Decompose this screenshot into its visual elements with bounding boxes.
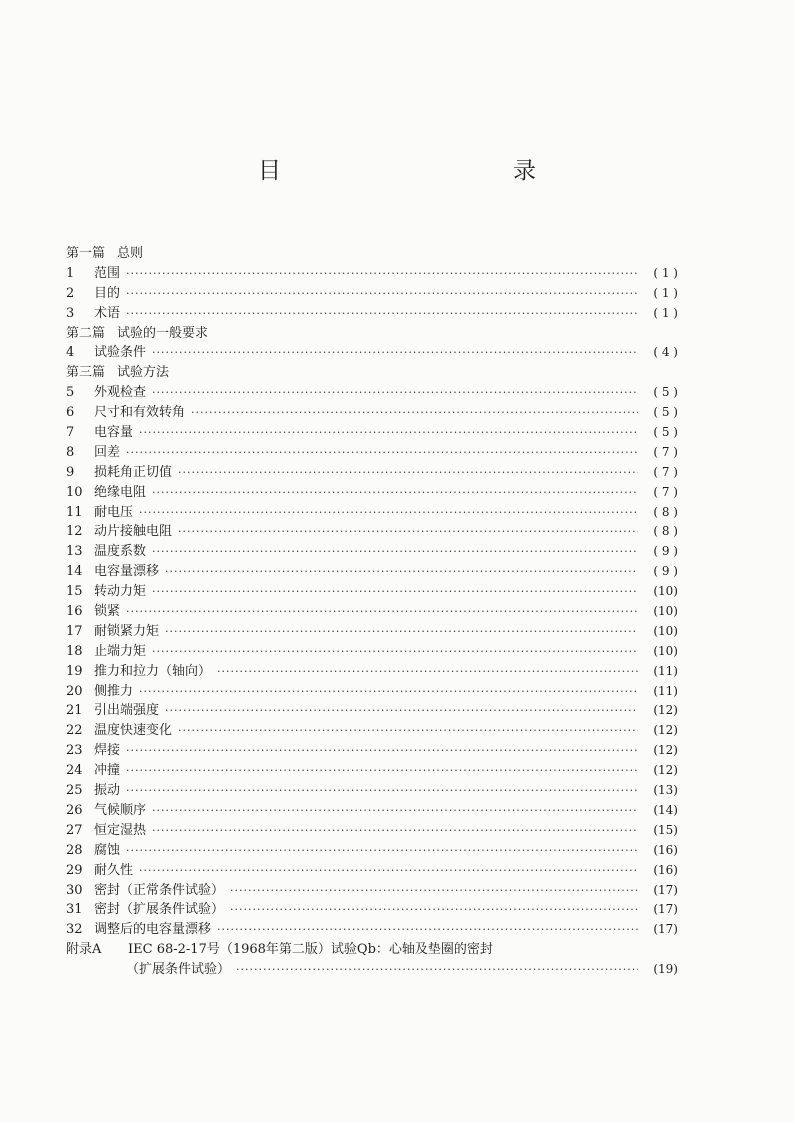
- entry-title: 电容量漂移: [94, 564, 160, 580]
- entry-page: (12): [653, 703, 678, 718]
- entry-number: 15: [66, 584, 83, 600]
- entry-title: 试验条件: [94, 345, 147, 361]
- entry-number: 4: [66, 345, 75, 361]
- entry-title: 耐电压: [94, 504, 134, 520]
- section-title: 总则: [117, 246, 144, 261]
- entry-page: (17): [653, 922, 678, 937]
- section-title: 试验方法: [117, 365, 170, 381]
- toc-entry: [66, 582, 678, 602]
- section-heading: [66, 363, 678, 383]
- entry-page: ( 4 ): [653, 345, 678, 360]
- toc-entry: [66, 741, 678, 761]
- entry-title: 止端力矩: [94, 643, 147, 659]
- entry-number: 7: [66, 425, 75, 441]
- entry-number: 27: [66, 822, 83, 838]
- entry-page: ( 9 ): [653, 564, 678, 579]
- entry-number: 23: [66, 743, 83, 759]
- entry-page: (10): [653, 584, 678, 599]
- dot-leader: [139, 861, 638, 881]
- section-number: 第一篇: [66, 246, 106, 261]
- entry-title: 密封（扩展条件试验）: [94, 902, 225, 918]
- entry-title: 侧推力: [94, 683, 134, 699]
- entry-title: 推力和拉力（轴向）: [94, 663, 212, 679]
- entry-title: 温度快速变化: [94, 723, 173, 739]
- entry-page: ( 1 ): [653, 265, 678, 280]
- entry-title: 锁紧: [94, 604, 121, 620]
- entry-number: 9: [66, 464, 75, 480]
- toc-entry: [66, 443, 678, 463]
- entry-page: (11): [653, 663, 678, 678]
- toc-entry: [66, 383, 678, 403]
- appendix-entry-continuation: [66, 960, 678, 980]
- entry-number: 32: [66, 922, 83, 938]
- toc-entry: [66, 463, 678, 483]
- entry-number: 25: [66, 783, 83, 799]
- entry-page: ( 7 ): [653, 484, 678, 499]
- entry-page: ( 1 ): [653, 305, 678, 320]
- entry-number: 11: [66, 504, 83, 520]
- toc-entry: [66, 542, 678, 562]
- entry-page: (16): [653, 842, 678, 857]
- dot-leader: [126, 841, 638, 861]
- entry-title: 引出端强度: [94, 703, 160, 719]
- dot-leader: [139, 423, 638, 443]
- entry-page: (12): [653, 723, 678, 738]
- entry-title: 温度系数: [94, 544, 147, 560]
- entry-number: 28: [66, 842, 83, 858]
- dot-leader: [230, 881, 638, 901]
- entry-page: (10): [653, 643, 678, 658]
- entry-page: ( 5 ): [653, 385, 678, 400]
- entry-page: ( 8 ): [653, 504, 678, 519]
- dot-leader: [152, 821, 638, 841]
- entry-page: ( 7 ): [653, 464, 678, 479]
- section-number: 第二篇: [66, 325, 106, 341]
- entry-number: 29: [66, 862, 83, 878]
- entry-number: 22: [66, 723, 83, 739]
- entry-title: 密封（正常条件试验）: [94, 882, 225, 898]
- appendix-page: (19): [653, 962, 678, 977]
- toc-entry: [66, 881, 678, 901]
- entry-number: 8: [66, 444, 75, 460]
- dot-leader: [139, 503, 638, 523]
- appendix-entry: [66, 940, 678, 960]
- section-title: 试验的一般要求: [117, 325, 209, 341]
- toc-entry: [66, 781, 678, 801]
- entry-number: 17: [66, 623, 83, 639]
- dot-leader: [178, 522, 638, 542]
- appendix-subtitle: （扩展条件试验）: [126, 962, 231, 978]
- dot-leader: [139, 682, 638, 702]
- entry-number: 30: [66, 882, 83, 898]
- entry-number: 13: [66, 544, 83, 560]
- toc-entry: [66, 403, 678, 423]
- dot-leader: [191, 403, 638, 423]
- dot-leader: [165, 701, 638, 721]
- entry-title: 耐锁紧力矩: [94, 623, 160, 639]
- entry-page: ( 8 ): [653, 524, 678, 539]
- entry-title: 恒定湿热: [94, 822, 147, 838]
- dot-leader: [126, 781, 638, 801]
- entry-number: 10: [66, 484, 83, 500]
- toc-entry: [66, 801, 678, 821]
- entry-number: 1: [66, 265, 75, 281]
- entry-page: (10): [653, 604, 678, 619]
- dot-leader: [126, 443, 638, 463]
- section-number: 第三篇: [66, 365, 106, 381]
- entry-number: 3: [66, 305, 75, 321]
- entry-page: ( 5 ): [653, 405, 678, 420]
- entry-title: 振动: [94, 783, 121, 799]
- dot-leader: [152, 383, 638, 403]
- toc-entry: [66, 682, 678, 702]
- entry-page: (15): [653, 822, 678, 837]
- dot-leader: [152, 483, 638, 503]
- toc-entry: [66, 423, 678, 443]
- entry-title: 电容量: [94, 425, 134, 441]
- toc-entry: [66, 602, 678, 622]
- entry-title: 尺寸和有效转角: [94, 405, 186, 421]
- dot-leader: [152, 582, 638, 602]
- dot-leader: [152, 343, 638, 363]
- entry-title: 转动力矩: [94, 584, 147, 600]
- dot-leader: [178, 463, 638, 483]
- toc-entry: [66, 861, 678, 881]
- entry-page: ( 1 ): [653, 285, 678, 300]
- toc-entry: [66, 920, 678, 940]
- entry-number: 24: [66, 763, 83, 779]
- dot-leader: [165, 562, 638, 582]
- entry-number: 31: [66, 902, 83, 918]
- toc-entry: [66, 821, 678, 841]
- toc-entry: [66, 662, 678, 682]
- entry-page: (14): [653, 802, 678, 817]
- toc-entry: [66, 622, 678, 642]
- entry-title: 术语: [94, 305, 121, 321]
- entry-number: 16: [66, 604, 83, 620]
- entry-page: ( 5 ): [653, 425, 678, 440]
- entry-title: 焊接: [94, 743, 121, 759]
- page-title: 目 录: [258, 158, 598, 184]
- entry-title: 冲撞: [94, 763, 121, 779]
- entry-title: 调整后的电容量漂移: [94, 922, 212, 938]
- entry-title: 耐久性: [94, 862, 134, 878]
- dot-leader: [126, 304, 638, 324]
- dot-leader: [152, 542, 638, 562]
- entry-number: 14: [66, 564, 83, 580]
- dot-leader: [165, 622, 638, 642]
- toc-entry: [66, 522, 678, 542]
- section-heading: [66, 244, 678, 264]
- entry-title: 腐蚀: [94, 842, 121, 858]
- appendix-label: 附录A: [66, 942, 102, 958]
- toc-entry: [66, 343, 678, 363]
- dot-leader: [126, 284, 638, 304]
- entry-number: 18: [66, 643, 83, 659]
- dot-leader: [126, 741, 638, 761]
- entry-page: (17): [653, 882, 678, 897]
- entry-title: 目的: [94, 285, 121, 301]
- entry-page: (12): [653, 763, 678, 778]
- toc-entry: [66, 761, 678, 781]
- entry-number: 21: [66, 703, 83, 719]
- dot-leader: [126, 602, 638, 622]
- entry-number: 20: [66, 683, 83, 699]
- entry-title: 气候顺序: [94, 802, 147, 818]
- dot-leader: [126, 264, 638, 284]
- toc-entry: [66, 284, 678, 304]
- dot-leader: [152, 801, 638, 821]
- dot-leader: [126, 761, 638, 781]
- entry-page: (12): [653, 743, 678, 758]
- toc-entry: [66, 304, 678, 324]
- toc-entry: [66, 900, 678, 920]
- toc-entry: [66, 562, 678, 582]
- entry-page: ( 9 ): [653, 544, 678, 559]
- entry-number: 6: [66, 405, 75, 421]
- toc-entry: [66, 642, 678, 662]
- appendix-title: IEC 68-2-17号（1968年第二版）试验Qb：心轴及垫圈的密封: [128, 942, 493, 958]
- entry-title: 绝缘电阻: [94, 484, 147, 500]
- entry-title: 回差: [94, 444, 121, 460]
- toc-entry: [66, 841, 678, 861]
- dot-leader: [152, 642, 638, 662]
- table-of-contents: [66, 244, 678, 980]
- toc-entry: [66, 701, 678, 721]
- entry-page: (10): [653, 623, 678, 638]
- toc-entry: [66, 503, 678, 523]
- toc-entry: [66, 721, 678, 741]
- entry-number: 5: [66, 385, 75, 401]
- dot-leader: [230, 900, 638, 920]
- section-entries: [66, 383, 678, 940]
- entry-title: 动片接触电阻: [94, 524, 173, 540]
- entry-page: (11): [653, 683, 678, 698]
- dot-leader: [236, 960, 638, 980]
- dot-leader: [178, 721, 638, 741]
- entry-page: (17): [653, 902, 678, 917]
- entry-title: 范围: [94, 265, 121, 281]
- entry-number: 26: [66, 802, 83, 818]
- toc-entry: [66, 264, 678, 284]
- entry-number: 12: [66, 524, 83, 540]
- entry-page: (16): [653, 862, 678, 877]
- dot-leader: [217, 662, 638, 682]
- dot-leader: [217, 920, 638, 940]
- section-heading: [66, 324, 678, 344]
- entry-number: 2: [66, 285, 75, 301]
- entry-page: ( 7 ): [653, 444, 678, 459]
- entry-title: 外观检查: [94, 385, 147, 401]
- entry-page: (13): [653, 783, 678, 798]
- entry-number: 19: [66, 663, 83, 679]
- toc-entry: [66, 483, 678, 503]
- entry-title: 损耗角正切值: [94, 464, 173, 480]
